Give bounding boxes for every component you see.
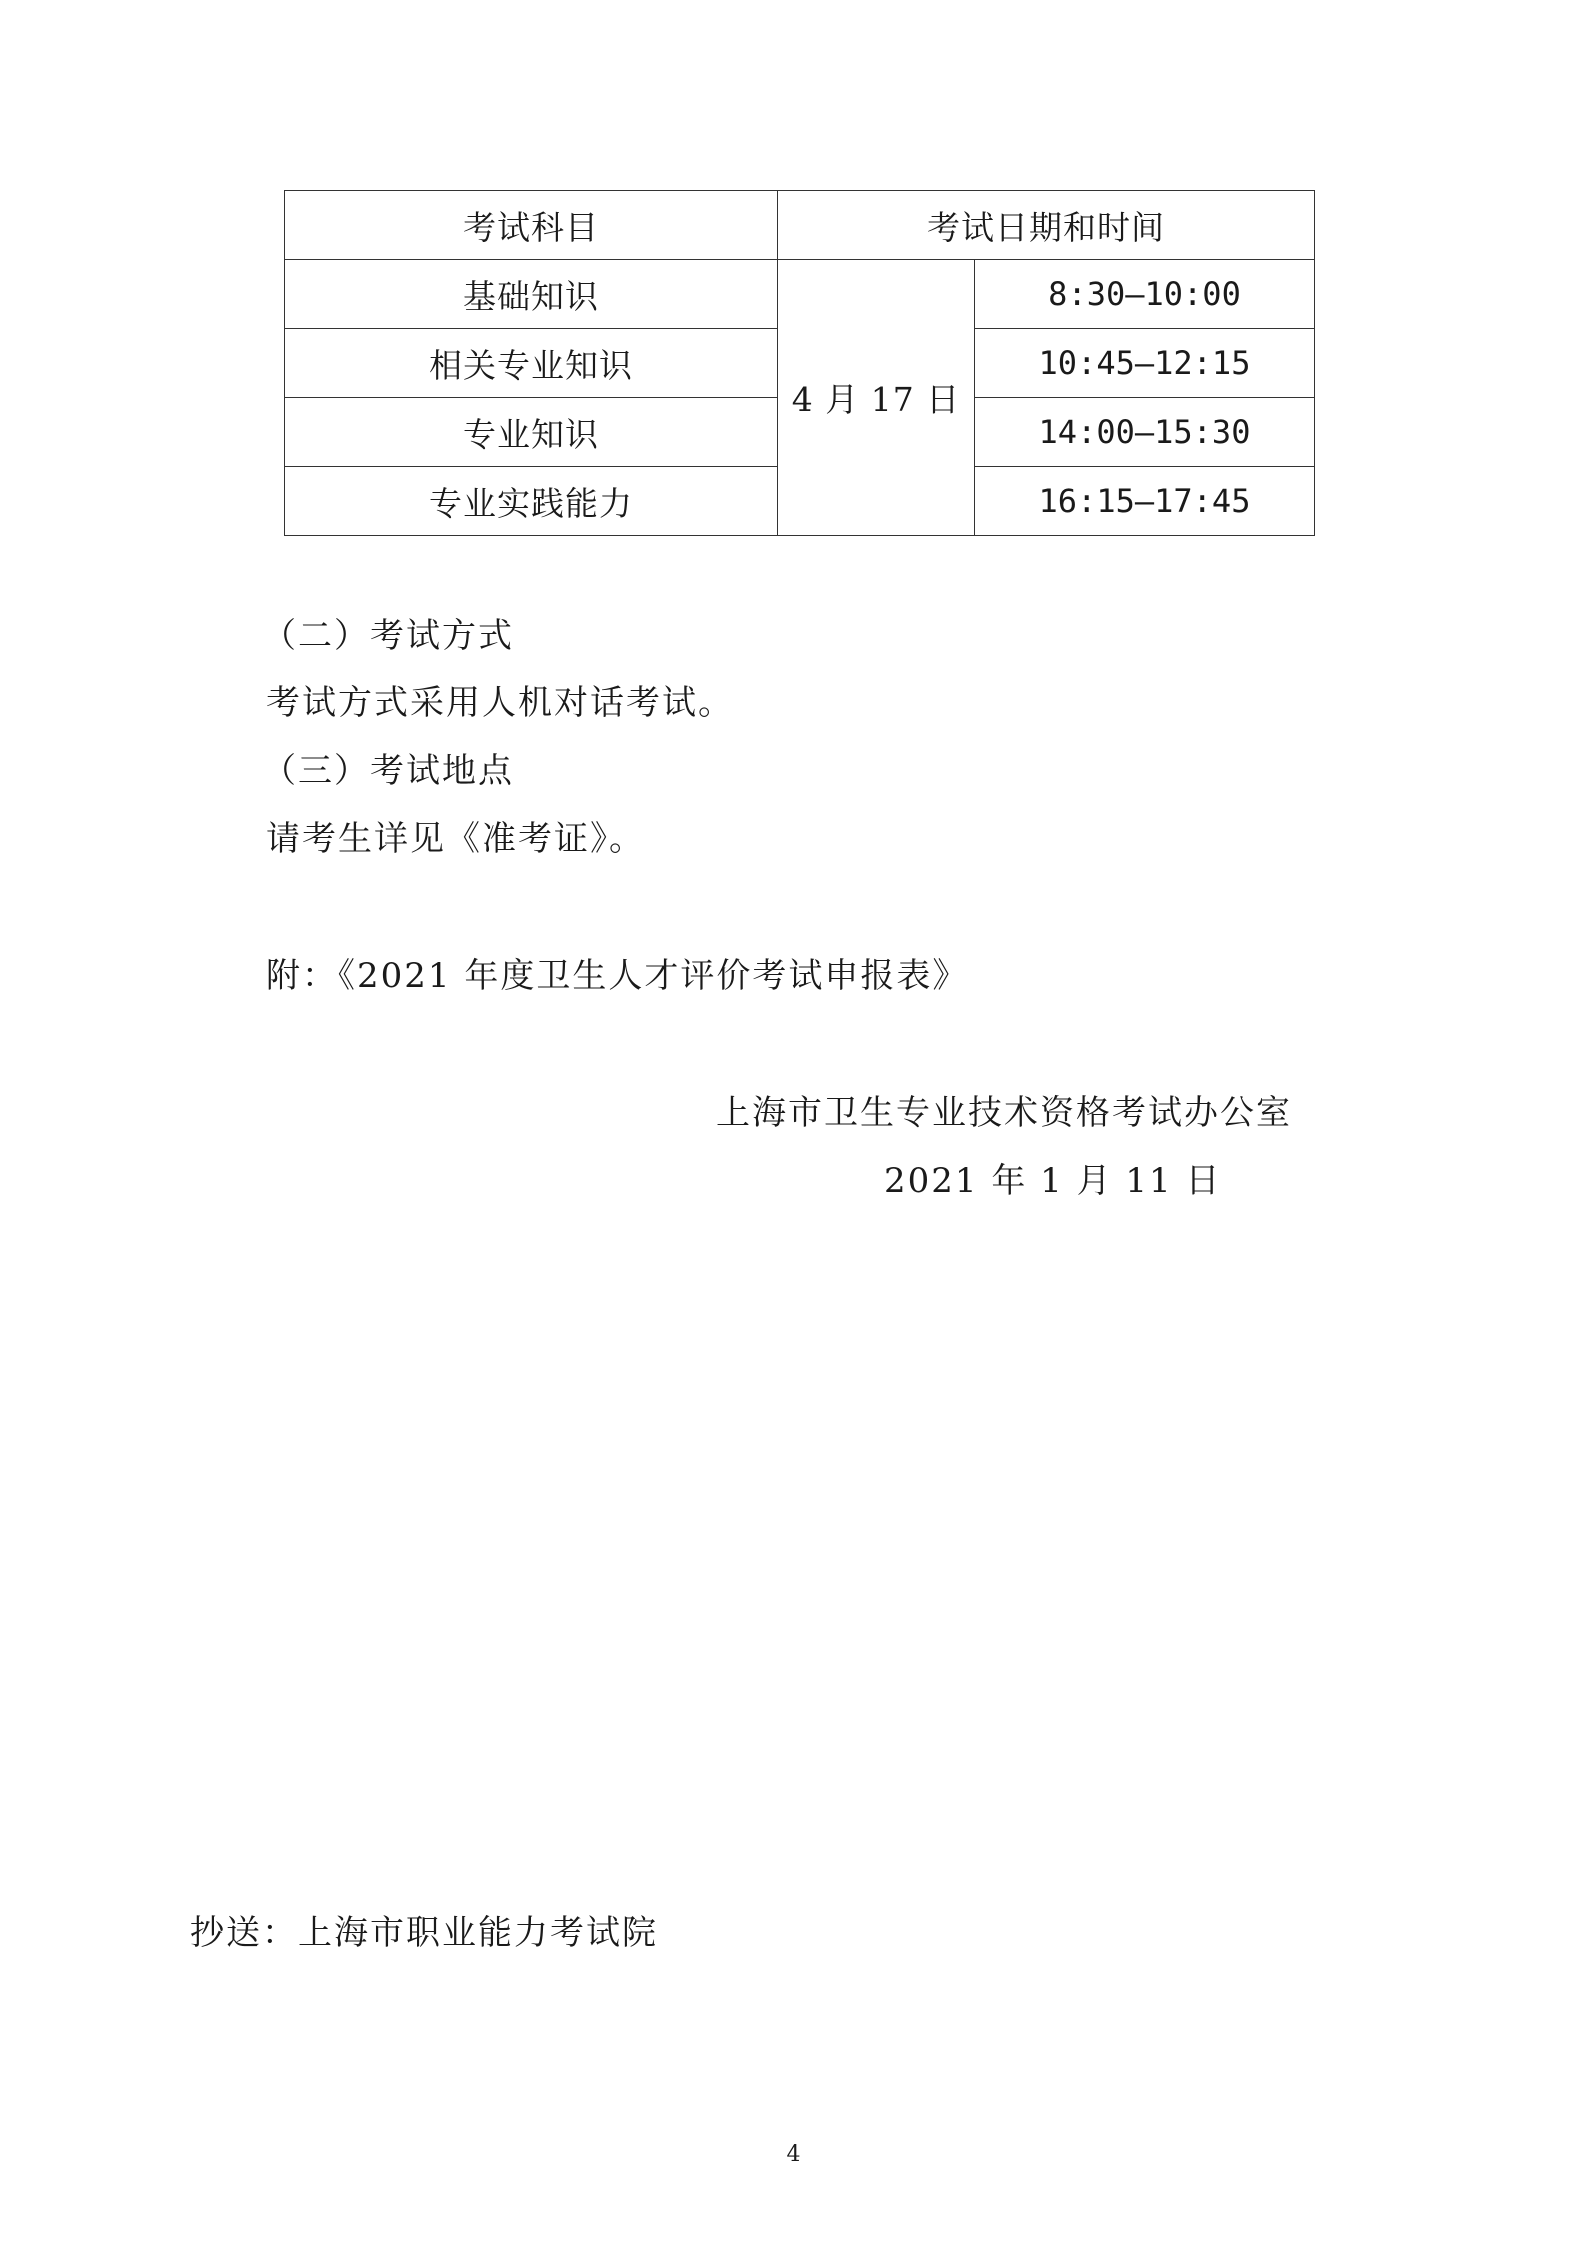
subject-cell: 基础知识 xyxy=(285,260,778,329)
page-number: 4 xyxy=(786,2142,801,2167)
location-heading: （三）考试地点 xyxy=(262,751,514,791)
exam-date-cell: 4 月 17 日 xyxy=(778,260,975,536)
location-text: 请考生详见《准考证》。 xyxy=(266,819,645,859)
attachment-line: 附：《2021 年度卫生人才评价考试申报表》 xyxy=(266,956,969,996)
method-heading: （二）考试方式 xyxy=(262,616,514,656)
table-header-row xyxy=(285,191,1315,260)
header-subject: 考试科目 xyxy=(285,191,778,260)
header-datetime: 考试日期和时间 xyxy=(778,191,1315,260)
signature-date: 2021 年 1 月 11 日 xyxy=(884,1161,1222,1201)
cc-line: 抄送：上海市职业能力考试院 xyxy=(190,1913,658,1953)
time-cell: 10:45—12:15 xyxy=(975,329,1315,398)
time-cell: 16:15—17:45 xyxy=(975,467,1315,536)
subject-cell: 专业实践能力 xyxy=(285,467,778,536)
signature-office: 上海市卫生专业技术资格考试办公室 xyxy=(716,1093,1292,1133)
method-text: 考试方式采用人机对话考试。 xyxy=(266,683,734,723)
time-cell: 14:00—15:30 xyxy=(975,398,1315,467)
table-row xyxy=(285,260,1315,329)
time-cell: 8:30—10:00 xyxy=(975,260,1315,329)
exam-schedule-table xyxy=(284,190,1315,536)
subject-cell: 专业知识 xyxy=(285,398,778,467)
subject-cell: 相关专业知识 xyxy=(285,329,778,398)
